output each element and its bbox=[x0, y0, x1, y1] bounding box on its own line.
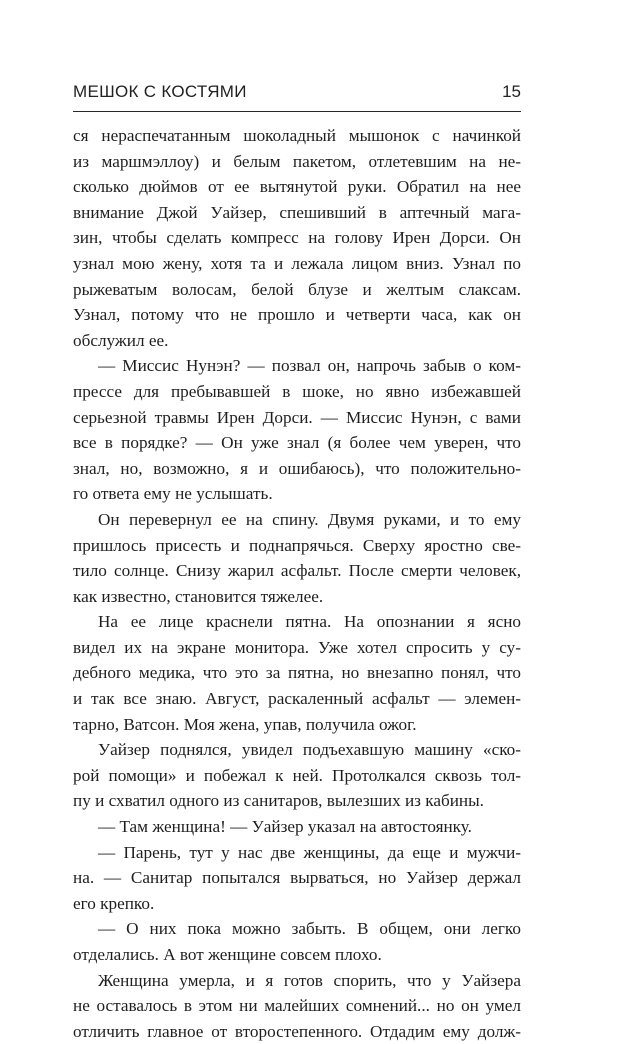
text-line: пу и схватил одного из санитаров, вылезших из кабины. bbox=[73, 791, 484, 811]
text-line: Узнал, потому что не прошло и четверти часа, как он bbox=[73, 305, 521, 325]
text-line: прессе для пребывавшей в шоке, но явно избежавшей bbox=[73, 381, 521, 401]
text-line: — Парень, тут у нас две женщины, да еще и мужчи- bbox=[98, 842, 521, 862]
text-line: как известно, становится тяжелее. bbox=[73, 586, 324, 606]
text-line: дебного медика, что это за пятна, но внезапно понял, что bbox=[73, 663, 521, 683]
text-line: видел их на экране монитора. Уже хотел спросить у су- bbox=[73, 637, 521, 657]
paragraph bbox=[73, 840, 521, 917]
text-line: серьезной травмы Ирен Дорси. — Миссис Нунэн, с вами bbox=[73, 407, 521, 427]
text-line: все в порядке? — Он уже знал (я более чем уверен, что bbox=[73, 433, 521, 453]
header-rule bbox=[73, 111, 521, 112]
paragraph bbox=[73, 609, 521, 737]
text-line: рой помощи» и побежал к ней. Протолкался сквозь тол- bbox=[73, 765, 521, 785]
text-line: — Там женщина! — Уайзер указал на автостоянку. bbox=[98, 817, 472, 837]
text-line: внимание Джой Уайзер, спешивший в аптечный мага- bbox=[73, 202, 521, 222]
text-line: обслужил ее. bbox=[73, 330, 169, 350]
running-header bbox=[73, 82, 521, 106]
page-number: 15 bbox=[502, 82, 521, 101]
paragraph bbox=[73, 737, 521, 814]
text-line: и так все знаю. Август, раскаленный асфальт — элемен- bbox=[73, 689, 521, 709]
text-line: отличить главное от второстепенного. Отдадим ему долж- bbox=[73, 1021, 521, 1041]
paragraph bbox=[73, 507, 521, 609]
text-line: — Миссис Нунэн? — позвал он, напрочь забыв о ком- bbox=[98, 356, 521, 376]
text-line: зин, чтобы сделать компресс на голову Ирен Дорси. Он bbox=[73, 228, 521, 248]
paragraph bbox=[73, 353, 521, 507]
text-line: На ее лице краснели пятна. На опознании я ясно bbox=[98, 612, 521, 632]
text-line: сколько дюймов от ее вытянутой руки. Обратил на нее bbox=[73, 177, 521, 197]
text-line: тило солнце. Снизу жарил асфальт. После смерти человек, bbox=[73, 561, 521, 581]
text-line: из маршмэллоу) и белым пакетом, отлетевшим на не- bbox=[73, 151, 521, 171]
text-line: тарно, Ватсон. Моя жена, упав, получила ожог. bbox=[73, 714, 417, 734]
text-line: узнал мою жену, хотя та и лежала лицом вниз. Узнал по bbox=[73, 253, 521, 273]
paragraph bbox=[73, 916, 521, 967]
text-line: отделались. А вот женщине совсем плохо. bbox=[73, 945, 382, 964]
text-line: рыжеватым волосам, белой блузе и желтым слаксам. bbox=[73, 279, 521, 299]
paragraph bbox=[73, 123, 521, 353]
book-title: МЕШОК С КОСТЯМИ bbox=[73, 82, 247, 101]
text-line: го ответа ему не услышать. bbox=[73, 484, 273, 504]
text-line: его крепко. bbox=[73, 893, 155, 913]
text-line: Он перевернул ее на спину. Двумя руками, и то ему bbox=[98, 509, 521, 529]
paragraph bbox=[73, 814, 521, 840]
text-line: Женщина умерла, и я готов спорить, что у Уайзера bbox=[98, 970, 521, 990]
text-line: пришлось присесть и поднапрячься. Сверху яростно све- bbox=[73, 535, 521, 555]
text-line: не оставалось в этом ни малейших сомнений... но он умел bbox=[73, 996, 521, 1016]
text-line: на. — Санитар попытался вырваться, но Уайзер держал bbox=[73, 868, 521, 888]
text-line: Уайзер поднялся, увидел подъехавшую машину «ско- bbox=[98, 740, 521, 760]
text-line: — О них пока можно забыть. В общем, они легко bbox=[98, 919, 521, 939]
body-text bbox=[73, 123, 521, 1044]
paragraph bbox=[73, 968, 521, 1044]
text-line: знал, но, возможно, я и ошибаюсь), что положительно- bbox=[73, 458, 521, 478]
text-line: ся нераспечатанным шоколадный мышонок с начинкой bbox=[73, 126, 521, 145]
